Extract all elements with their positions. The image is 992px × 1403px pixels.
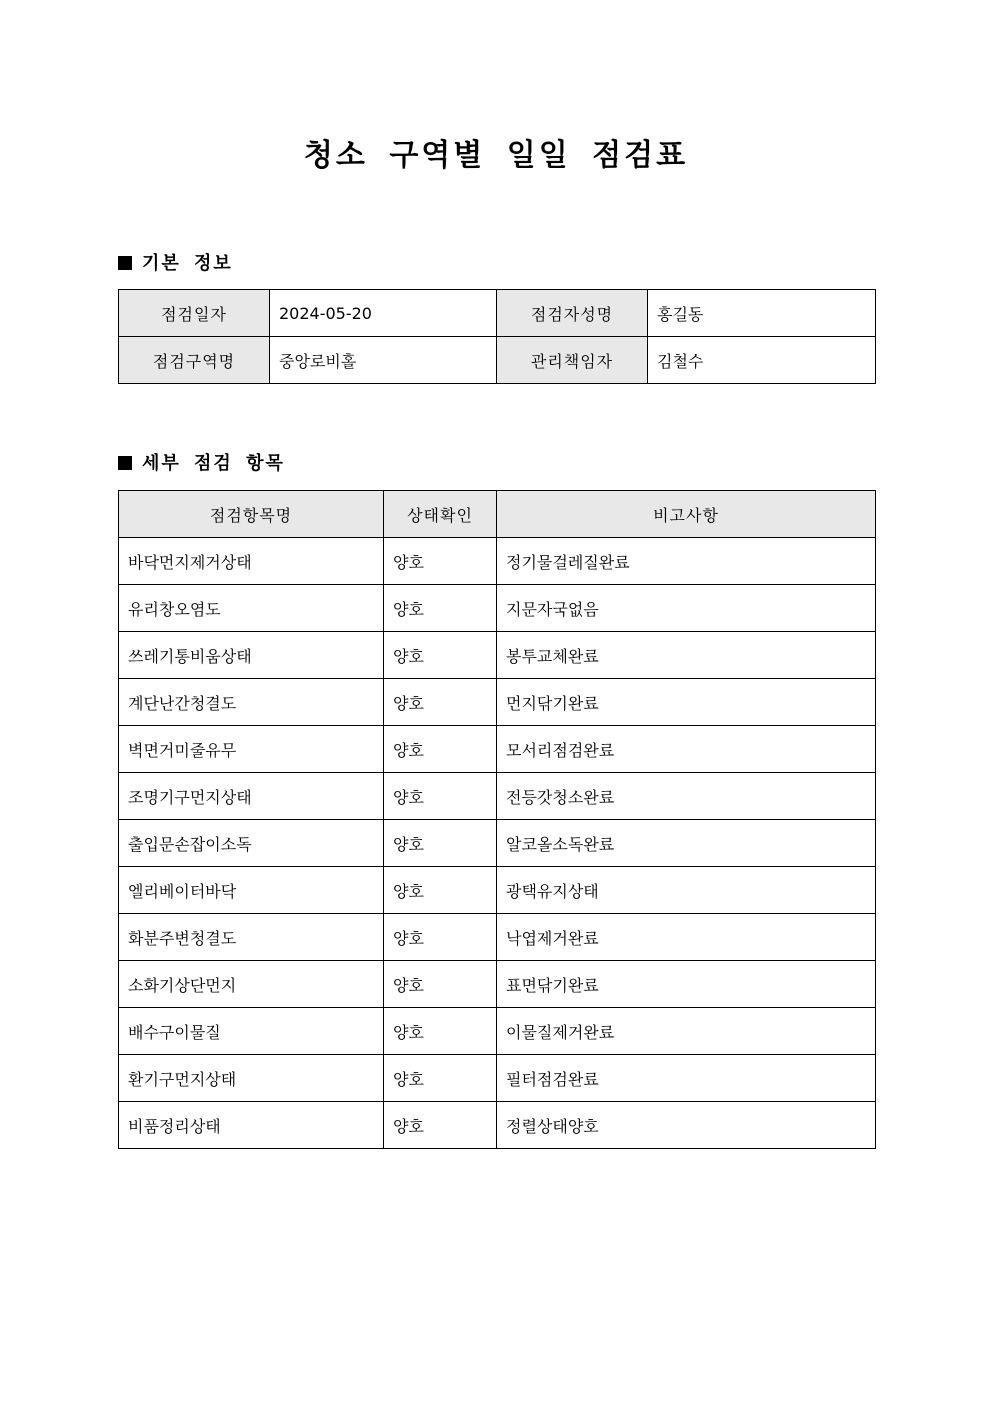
note-cell: 낙엽제거완료 bbox=[497, 914, 876, 961]
basic-info-body bbox=[119, 290, 876, 384]
info-value: 김철수 bbox=[648, 337, 876, 384]
item-name-cell: 소화기상단먼지 bbox=[119, 961, 384, 1008]
status-cell: 양호 bbox=[384, 1102, 497, 1149]
table-row bbox=[119, 585, 876, 632]
note-cell: 표면닦기완료 bbox=[497, 961, 876, 1008]
column-header-note: 비고사항 bbox=[497, 491, 876, 538]
section-heading-label: 기본 정보 bbox=[142, 253, 233, 274]
section-heading-basic-info bbox=[118, 251, 233, 277]
note-cell: 정기물걸레질완료 bbox=[497, 538, 876, 585]
info-label: 점검자성명 bbox=[497, 290, 648, 337]
item-name-cell: 바닥먼지제거상태 bbox=[119, 538, 384, 585]
table-row bbox=[119, 914, 876, 961]
item-name-cell: 쓰레기통비움상태 bbox=[119, 632, 384, 679]
note-cell: 먼지닦기완료 bbox=[497, 679, 876, 726]
column-header-status: 상태확인 bbox=[384, 491, 497, 538]
item-name-cell: 벽면거미줄유무 bbox=[119, 726, 384, 773]
info-label: 점검일자 bbox=[119, 290, 270, 337]
section-heading-label: 세부 점검 항목 bbox=[142, 453, 285, 474]
note-cell: 이물질제거완료 bbox=[497, 1008, 876, 1055]
document-title: 청소 구역별 일일 점검표 bbox=[303, 138, 689, 173]
status-cell: 양호 bbox=[384, 914, 497, 961]
detail-items-table bbox=[118, 490, 876, 1149]
square-bullet-icon bbox=[118, 456, 132, 470]
status-cell: 양호 bbox=[384, 820, 497, 867]
item-name-cell: 비품정리상태 bbox=[119, 1102, 384, 1149]
item-name-cell: 환기구먼지상태 bbox=[119, 1055, 384, 1102]
column-header-item: 점검항목명 bbox=[119, 491, 384, 538]
table-row bbox=[119, 1055, 876, 1102]
note-cell: 정렬상태양호 bbox=[497, 1102, 876, 1149]
item-name-cell: 조명기구먼지상태 bbox=[119, 773, 384, 820]
basic-info-table bbox=[118, 289, 876, 384]
table-row bbox=[119, 1102, 876, 1149]
info-label: 관리책임자 bbox=[497, 337, 648, 384]
square-bullet-icon bbox=[118, 256, 132, 270]
status-cell: 양호 bbox=[384, 1008, 497, 1055]
item-name-cell: 화분주변청결도 bbox=[119, 914, 384, 961]
status-cell: 양호 bbox=[384, 585, 497, 632]
table-row bbox=[119, 820, 876, 867]
status-cell: 양호 bbox=[384, 726, 497, 773]
table-row bbox=[119, 867, 876, 914]
table-row bbox=[119, 290, 876, 337]
section-heading-detail-items bbox=[118, 451, 285, 477]
status-cell: 양호 bbox=[384, 1055, 497, 1102]
info-label: 점검구역명 bbox=[119, 337, 270, 384]
table-header-row bbox=[119, 491, 876, 538]
note-cell: 모서리점검완료 bbox=[497, 726, 876, 773]
table-row bbox=[119, 1008, 876, 1055]
item-name-cell: 출입문손잡이소독 bbox=[119, 820, 384, 867]
item-name-cell: 배수구이물질 bbox=[119, 1008, 384, 1055]
table-row bbox=[119, 337, 876, 384]
note-cell: 알코올소독완료 bbox=[497, 820, 876, 867]
note-cell: 필터점검완료 bbox=[497, 1055, 876, 1102]
table-row bbox=[119, 773, 876, 820]
table-row bbox=[119, 726, 876, 773]
table-row bbox=[119, 538, 876, 585]
status-cell: 양호 bbox=[384, 773, 497, 820]
status-cell: 양호 bbox=[384, 632, 497, 679]
status-cell: 양호 bbox=[384, 538, 497, 585]
note-cell: 봉투교체완료 bbox=[497, 632, 876, 679]
note-cell: 지문자국없음 bbox=[497, 585, 876, 632]
item-name-cell: 유리창오염도 bbox=[119, 585, 384, 632]
table-row bbox=[119, 632, 876, 679]
item-name-cell: 계단난간청결도 bbox=[119, 679, 384, 726]
info-value: 2024-05-20 bbox=[270, 290, 497, 337]
item-name-cell: 엘리베이터바닥 bbox=[119, 867, 384, 914]
info-value: 홍길동 bbox=[648, 290, 876, 337]
table-row bbox=[119, 679, 876, 726]
info-value: 중앙로비홀 bbox=[270, 337, 497, 384]
note-cell: 광택유지상태 bbox=[497, 867, 876, 914]
table-row bbox=[119, 961, 876, 1008]
status-cell: 양호 bbox=[384, 867, 497, 914]
status-cell: 양호 bbox=[384, 679, 497, 726]
detail-items-body bbox=[119, 538, 876, 1149]
note-cell: 전등갓청소완료 bbox=[497, 773, 876, 820]
status-cell: 양호 bbox=[384, 961, 497, 1008]
